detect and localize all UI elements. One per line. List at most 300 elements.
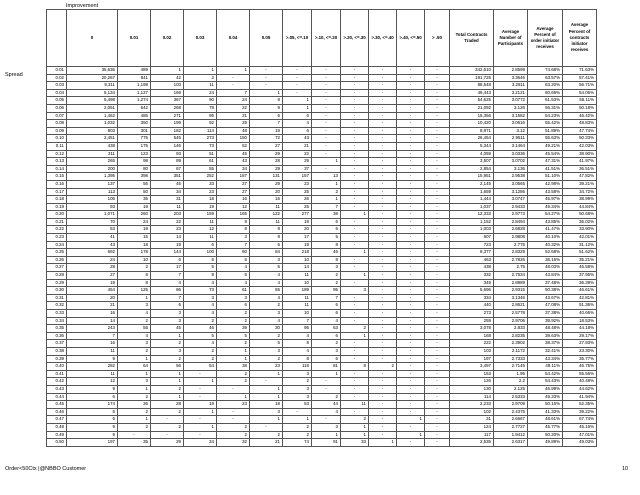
table-cell: - [397, 89, 425, 97]
table-cell: 48 [217, 127, 250, 135]
table-cell: - [341, 241, 369, 249]
table-cell: 42 [151, 74, 184, 82]
table-cell: - [369, 408, 397, 416]
table-cell: 7 [250, 120, 283, 128]
table-cell: - [397, 385, 425, 393]
table-cell: - [341, 226, 369, 234]
table-row [47, 120, 597, 128]
table-cell: - [369, 385, 397, 393]
table-cell: - [369, 158, 397, 166]
footer-caption: Order<50Ctx |@NBBO Customer [5, 466, 87, 472]
table-cell: - [397, 287, 425, 295]
table-cell: - [397, 142, 425, 150]
table-cell: 2 [250, 431, 283, 439]
table-cell: - [425, 218, 450, 226]
table-cell: 3 [283, 393, 312, 401]
table-row [47, 279, 597, 287]
table-cell: 38 [312, 211, 341, 219]
table-cell: 45.16% [563, 423, 597, 431]
table-cell: 15 [250, 196, 283, 204]
table-cell: 80 [118, 165, 151, 173]
column-header: Average Percent of order initiator receives [528, 10, 563, 67]
table-cell: 2.5333 [494, 393, 528, 401]
table-cell: 51.10% [528, 173, 563, 181]
table-cell: - [425, 378, 450, 386]
table-cell: 40.10% [528, 234, 563, 242]
table-row [47, 317, 597, 325]
table-cell: - [369, 340, 397, 348]
table-cell: 18 [250, 401, 283, 409]
table-cell: 803 [67, 127, 118, 135]
spread-value-cell: 0.04 [47, 89, 67, 97]
table-cell: 22 [217, 104, 250, 112]
table-row [47, 180, 597, 188]
page-number: 10 [622, 466, 629, 472]
table-cell: 86 [151, 287, 184, 295]
table-cell: 63 [312, 325, 341, 333]
table-cell: 3,497 [450, 363, 494, 371]
table-cell: 41.33% [528, 408, 563, 416]
table-cell: 29 [250, 150, 283, 158]
table-cell: 2.9808 [494, 234, 528, 242]
table-cell: - [369, 302, 397, 310]
table-cell: 64 [118, 363, 151, 371]
table-cell: 8 [250, 97, 283, 105]
table-cell: 98 [118, 158, 151, 166]
table-cell: - [397, 378, 425, 386]
table-cell: 9 [217, 218, 250, 226]
spread-value-cell: 0.46 [47, 408, 67, 416]
table-cell: - [397, 347, 425, 355]
spread-value-cell: 0.27 [47, 264, 67, 272]
table-body [47, 67, 597, 447]
table-cell: 36.02% [563, 218, 597, 226]
table-cell: 301 [118, 127, 151, 135]
table-cell: - [369, 370, 397, 378]
column-header: > .50 [425, 10, 450, 67]
table-cell: 61 [184, 158, 217, 166]
table-cell: 3 [118, 378, 151, 386]
table-cell: - [184, 416, 217, 424]
table-cell: 841 [118, 74, 151, 82]
table-cell: 545 [151, 135, 184, 143]
table-cell: 48.61% [528, 416, 563, 424]
table-row [47, 142, 597, 150]
table-cell: - [397, 264, 425, 272]
table-cell: 273 [450, 310, 494, 318]
table-cell: - [425, 173, 450, 181]
table-cell: 3 [312, 423, 341, 431]
table-cell: 11 [283, 302, 312, 310]
table-cell: 2.775 [494, 241, 528, 249]
table-cell: 28 [151, 401, 184, 409]
table-cell: 123 [118, 150, 151, 158]
table-cell: 29 [250, 165, 283, 173]
table-cell: 57.41% [563, 74, 597, 82]
table-cell: 39.22% [563, 408, 597, 416]
table-cell: 5,498 [67, 97, 118, 105]
table-cell: - [312, 97, 341, 105]
table-cell: - [425, 287, 450, 295]
table-cell: 2 [118, 347, 151, 355]
table-cell: 6 [250, 112, 283, 120]
table-cell: 1 [283, 97, 312, 105]
table-cell: 49.33% [528, 393, 563, 401]
table-row [47, 97, 597, 105]
table-cell: 692 [67, 249, 118, 257]
table-cell: 2 [341, 416, 369, 424]
table-row [47, 408, 597, 416]
table-cell: 44.84% [563, 203, 597, 211]
table-cell: 7 [217, 241, 250, 249]
table-cell: 42.81% [563, 294, 597, 302]
table-cell: 48.03% [528, 264, 563, 272]
table-cell: - [369, 256, 397, 264]
table-cell: 4 [250, 317, 283, 325]
table-cell: - [312, 142, 341, 150]
table-cell: - [397, 423, 425, 431]
table-cell: 11 [184, 82, 217, 90]
table-cell: 199 [151, 120, 184, 128]
column-header: >.10, <=.20 [312, 10, 341, 67]
table-cell: 178 [118, 249, 151, 257]
table-cell: 54 [184, 363, 217, 371]
table-row [47, 310, 597, 318]
table-cell: 6 [312, 302, 341, 310]
table-cell: - [341, 127, 369, 135]
table-cell: 18.53% [563, 317, 597, 325]
spread-value-cell: 0.25 [47, 249, 67, 257]
table-cell: 2 [369, 363, 397, 371]
table-cell: 222 [450, 340, 494, 348]
table-cell: 16 [67, 310, 118, 318]
table-cell: 20,267 [67, 74, 118, 82]
table-cell: 1 [217, 347, 250, 355]
table-cell: - [425, 363, 450, 371]
table-cell: 1 [312, 196, 341, 204]
table-cell: - [369, 173, 397, 181]
table-cell: - [250, 378, 283, 386]
table-cell: - [369, 226, 397, 234]
table-row [47, 234, 597, 242]
spread-improvement-table [46, 9, 597, 447]
table-cell: 25 [283, 203, 312, 211]
table-cell: 10 [283, 279, 312, 287]
table-cell: 3.0702 [494, 158, 528, 166]
table-cell: 1,152 [450, 218, 494, 226]
table-cell: 124 [450, 423, 494, 431]
table-row [47, 196, 597, 204]
table-cell: - [425, 135, 450, 143]
table-cell: - [312, 82, 341, 90]
table-cell: 203 [151, 211, 184, 219]
table-row [47, 203, 597, 211]
table-cell: - [369, 234, 397, 242]
table-cell: 3.3646 [494, 74, 528, 82]
table-row [47, 188, 597, 196]
table-cell: 3.136 [494, 165, 528, 173]
table-cell: 51.36% [563, 302, 597, 310]
column-header: 0 [67, 10, 118, 67]
table-row [47, 385, 597, 393]
table-cell: 2,854 [450, 165, 494, 173]
table-cell: - [425, 120, 450, 128]
table-row [47, 112, 597, 120]
table-cell: - [425, 340, 450, 348]
table-cell: 44.18% [563, 325, 597, 333]
table-cell: - [369, 211, 397, 219]
table-cell: 71.63% [563, 67, 597, 75]
table-cell: 56.71% [563, 82, 597, 90]
table-cell: 438 [450, 264, 494, 272]
table-cell: 37 [283, 165, 312, 173]
table-cell: 2 [184, 355, 217, 363]
table-cell: 20 [67, 294, 118, 302]
table-cell: 8,377 [450, 249, 494, 257]
table-cell: 100 [184, 249, 217, 257]
column-header: Average Number of Participants [494, 10, 528, 67]
table-cell: - [250, 74, 283, 82]
table-cell: 41 [67, 234, 118, 242]
table-cell: 10 [118, 256, 151, 264]
table-cell: - [369, 431, 397, 439]
table-cell: 93 [151, 150, 184, 158]
table-cell: 18 [118, 241, 151, 249]
table-cell: 12,333 [450, 211, 494, 219]
table-cell: 2.2 [494, 378, 528, 386]
table-cell: - [369, 218, 397, 226]
spread-value-cell: 0.05 [47, 97, 67, 105]
table-cell: - [397, 196, 425, 204]
table-cell: 21 [217, 112, 250, 120]
table-cell: 11 [151, 203, 184, 211]
table-cell: 3.1464 [494, 142, 528, 150]
table-cell: - [312, 120, 341, 128]
table-cell: 55 [184, 165, 217, 173]
table-cell: 191,725 [450, 74, 494, 82]
table-cell: - [217, 82, 250, 90]
table-cell: - [341, 302, 369, 310]
table-cell: 24 [217, 97, 250, 105]
table-cell: 438 [67, 142, 118, 150]
table-cell: 11 [250, 218, 283, 226]
table-cell: 54.42% [528, 370, 563, 378]
table-row [47, 439, 597, 447]
table-cell: - [369, 165, 397, 173]
table-cell: 1 [217, 67, 250, 75]
table-cell: 1 [217, 393, 250, 401]
table-cell: 56 [151, 363, 184, 371]
table-cell: 7 [67, 332, 118, 340]
table-row [47, 294, 597, 302]
spread-value-cell: 0.15 [47, 173, 67, 181]
table-cell: 51 [184, 150, 217, 158]
table-cell: 21 [67, 302, 118, 310]
table-cell: 5,344 [450, 142, 494, 150]
table-cell: 47.01% [563, 431, 597, 439]
spread-value-cell: 0.32 [47, 302, 67, 310]
table-cell: 43 [217, 158, 250, 166]
table-cell: 19 [118, 226, 151, 234]
spread-value-cell: 0.08 [47, 120, 67, 128]
table-cell: 144 [151, 249, 184, 257]
table-cell: 53 [67, 226, 118, 234]
table-cell: 35.77% [563, 355, 597, 363]
table-cell: 27 [217, 188, 250, 196]
table-cell: 2.7145 [494, 363, 528, 371]
table-cell: 27 [250, 142, 283, 150]
table-row [47, 150, 597, 158]
table-cell: - [425, 67, 450, 75]
table-cell: - [369, 150, 397, 158]
table-cell: 67.74% [563, 416, 597, 424]
table-cell: 50.18% [563, 104, 597, 112]
table-cell: - [425, 385, 450, 393]
table-cell: 9 [67, 355, 118, 363]
table-cell: 6 [151, 302, 184, 310]
table-cell: 74 [283, 439, 312, 447]
table-cell: - [250, 67, 283, 75]
table-cell: 34 [151, 188, 184, 196]
table-cell: 84 [250, 249, 283, 257]
table-cell: - [341, 355, 369, 363]
table-cell: 2 [184, 74, 217, 82]
table-cell: 35 [118, 439, 151, 447]
table-cell: - [341, 340, 369, 348]
table-cell: 46 [184, 325, 217, 333]
table-cell: 2 [184, 317, 217, 325]
table-cell: 4 [250, 294, 283, 302]
spread-value-cell: 0.02 [47, 74, 67, 82]
table-cell: 10 [283, 256, 312, 264]
table-cell: - [369, 89, 397, 97]
table-cell: 2.8494 [494, 218, 528, 226]
table-cell: 7 [312, 203, 341, 211]
table-cell: - [397, 74, 425, 82]
table-cell: - [217, 416, 250, 424]
table-cell: - [397, 150, 425, 158]
table-cell: 55 [118, 325, 151, 333]
table-cell: 30 [250, 325, 283, 333]
table-cell: 3 [184, 294, 217, 302]
table-cell: 2.7333 [494, 355, 528, 363]
table-cell: 48.83% [563, 120, 597, 128]
table-cell: - [341, 89, 369, 97]
table-cell: - [369, 272, 397, 280]
table-cell: - [369, 97, 397, 105]
table-cell: - [217, 408, 250, 416]
table-cell: 16 [217, 196, 250, 204]
table-cell: 3.0747 [494, 196, 528, 204]
table-cell: 2 [217, 370, 250, 378]
table-cell: 1 [151, 393, 184, 401]
table-cell: 9 [67, 423, 118, 431]
table-cell: 1,444 [450, 196, 494, 204]
table-cell: - [397, 256, 425, 264]
table-cell: 11 [184, 218, 217, 226]
table-cell: - [369, 347, 397, 355]
table-cell: 29 [151, 439, 184, 447]
table-cell: 607 [450, 234, 494, 242]
table-cell: - [341, 234, 369, 242]
table-cell: 46.75% [563, 363, 597, 371]
table-cell: 53 [283, 401, 312, 409]
table-cell: - [425, 89, 450, 97]
table-cell: 168 [450, 332, 494, 340]
spread-value-cell: 0.19 [47, 203, 67, 211]
table-cell: 36.39% [563, 279, 597, 287]
table-cell: 169 [151, 89, 184, 97]
table-cell: 1 [369, 439, 397, 447]
table-cell: 50.38% [528, 287, 563, 295]
spread-value-cell: 0.35 [47, 325, 67, 333]
table-cell: 15,951 [450, 173, 494, 181]
table-cell: 4 [250, 272, 283, 280]
table-cell: 2 [151, 385, 184, 393]
table-cell: - [151, 431, 184, 439]
table-cell: - [425, 203, 450, 211]
table-cell: - [312, 127, 341, 135]
table-cell: 1 [151, 67, 184, 75]
spread-value-cell: 0.13 [47, 158, 67, 166]
table-cell: 50.68% [563, 211, 597, 219]
table-cell: 10,420 [450, 120, 494, 128]
table-cell: 1 [118, 370, 151, 378]
table-cell: 49.21% [528, 142, 563, 150]
table-cell: 12 [67, 378, 118, 386]
column-header: >.30, <=.40 [369, 10, 397, 67]
spread-value-cell: 0.11 [47, 142, 67, 150]
table-cell: 54.23% [528, 112, 563, 120]
table-cell: 2 [312, 188, 341, 196]
table-cell: 2 [151, 340, 184, 348]
table-cell: 2.8889 [494, 279, 528, 287]
table-cell: - [397, 173, 425, 181]
table-cell: 28 [250, 158, 283, 166]
table-cell: 45.54% [528, 150, 563, 158]
column-header: >.05, <=.10 [283, 10, 312, 67]
table-cell: 29.17% [563, 332, 597, 340]
table-row [47, 226, 597, 234]
table-cell: 41.97% [563, 158, 597, 166]
table-cell: 5 [217, 272, 250, 280]
column-header: >.40, <=.50 [397, 10, 425, 67]
table-cell: 485 [118, 112, 151, 120]
table-cell: 49.11% [528, 363, 563, 371]
table-cell: - [341, 180, 369, 188]
table-cell: 78 [184, 104, 217, 112]
table-cell: 56 [118, 180, 151, 188]
spread-value-cell: 0.36 [47, 332, 67, 340]
table-cell: 1 [341, 211, 369, 219]
table-cell: 252 [184, 173, 217, 181]
table-cell: 47.08% [528, 302, 563, 310]
table-cell: - [312, 385, 341, 393]
table-row [47, 347, 597, 355]
table-cell: - [425, 416, 450, 424]
table-cell: - [425, 310, 450, 318]
table-row [47, 340, 597, 348]
table-cell: 3.0565 [494, 180, 528, 188]
table-cell: 37.95% [563, 272, 597, 280]
table-cell: 38.37% [528, 340, 563, 348]
table-cell: 2.5778 [494, 310, 528, 318]
table-cell: 24 [67, 256, 118, 264]
table-cell: - [425, 74, 450, 82]
table-cell: - [425, 226, 450, 234]
table-cell: 7 [217, 89, 250, 97]
improvement-label: Improvement [66, 3, 99, 9]
